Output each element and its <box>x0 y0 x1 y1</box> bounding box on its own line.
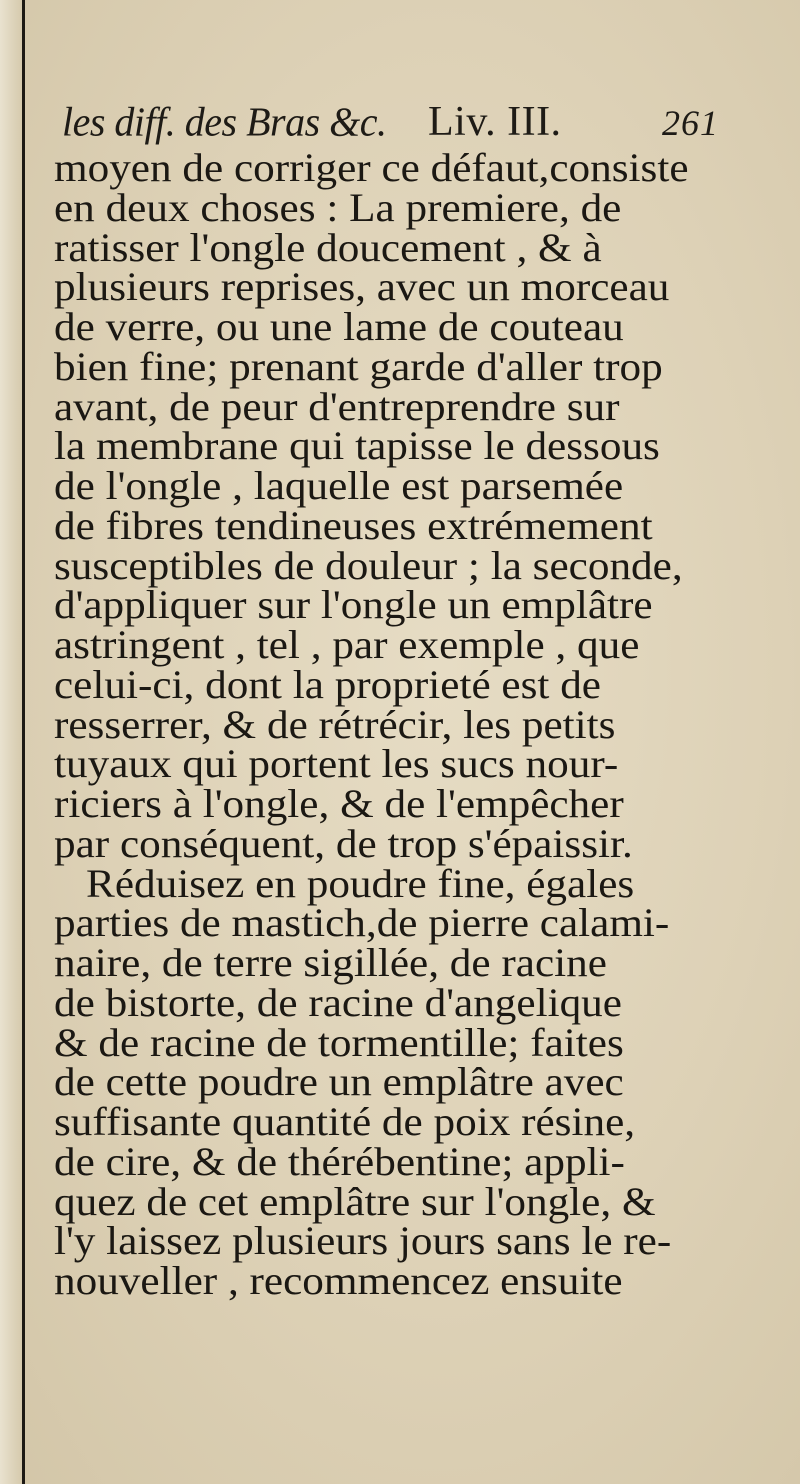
text-line: d'appliquer sur l'ongle un emplâtre <box>54 582 653 628</box>
text-line: plusieurs reprises, avec un morceau <box>54 264 670 310</box>
text-line: riciers à l'ongle, & de l'empêcher <box>54 781 624 826</box>
page-binding-edge <box>0 0 25 1484</box>
text-line: tuyaux qui portent les sucs nour- <box>54 741 619 787</box>
text-line: naire, de terre sigillée, de racine <box>54 940 607 985</box>
text-line: moyen de corriger ce défaut,consiste <box>54 145 689 190</box>
text-line: resserrer, & de rétrécir, les petits <box>54 701 616 747</box>
text-line: de cette poudre un emplâtre avec <box>54 1059 624 1105</box>
text-line: suffisante quantité de poix résine, <box>54 1099 636 1144</box>
text-line: en deux choses : La premiere, de <box>54 184 622 230</box>
text-line: astringent , tel , par exemple , que <box>54 622 640 667</box>
text-line: de fibres tendineuses extrémement <box>54 502 653 548</box>
text-line: bien fine; prenant garde d'aller trop <box>54 343 663 389</box>
book-reference: Liv. III. <box>428 99 562 145</box>
text-line: par conséquent, de trop s'épaissir. <box>54 820 633 866</box>
page-header <box>62 98 752 148</box>
running-title: les diff. des Bras &c. <box>62 98 387 145</box>
text-line: parties de mastich,de pierre calami- <box>54 900 670 946</box>
text-line: avant, de peur d'entreprendre sur <box>54 383 620 429</box>
text-line: celui-ci, dont la proprieté est de <box>54 661 601 707</box>
text-line: & de racine de tormentille; faites <box>54 1019 624 1065</box>
text-line: nouveller , recommencez ensuite <box>54 1258 623 1303</box>
text-line: la membrane qui tapisse le dessous <box>54 423 660 469</box>
text-line: Réduisez en poudre fine, égales <box>86 860 635 906</box>
text-line: susceptibles de douleur ; la seconde, <box>54 542 683 588</box>
page-number: 261 <box>662 103 719 143</box>
text-line: quez de cet emplâtre sur l'ongle, & <box>54 1178 656 1224</box>
text-line: de bistorte, de racine d'angelique <box>54 979 622 1025</box>
body-text <box>54 145 774 1303</box>
text-line: ratisser l'ongle doucement , & à <box>54 224 602 270</box>
text-line: l'y laissez plusieurs jours sans le re- <box>54 1218 672 1264</box>
text-line: de l'ongle , laquelle est parsemée <box>54 463 624 508</box>
text-line: de cire, & de thérébentine; appli- <box>54 1138 625 1184</box>
text-line: de verre, ou une lame de couteau <box>54 304 624 349</box>
